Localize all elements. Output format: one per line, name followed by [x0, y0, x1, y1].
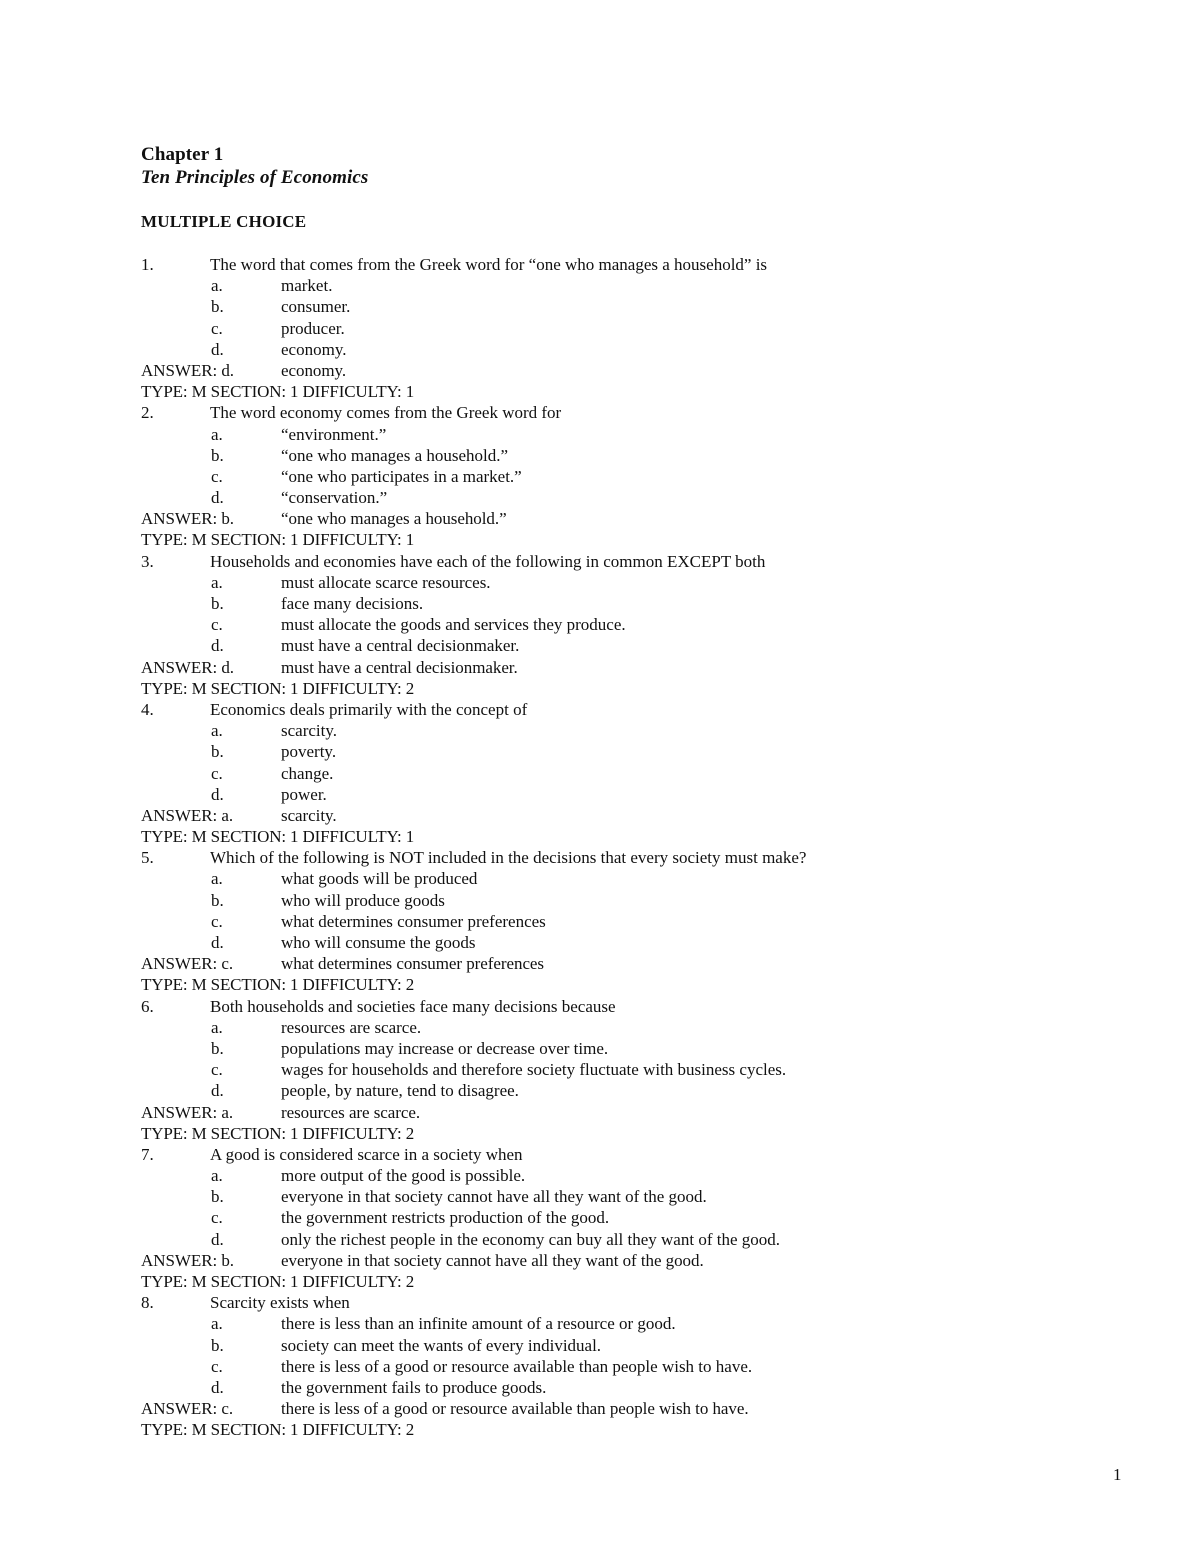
answer-line — [0, 1250, 1200, 1271]
question-block — [0, 1292, 1200, 1440]
option-letter: d. — [211, 784, 224, 804]
question-list — [0, 254, 1200, 1441]
answer-option[interactable] — [0, 339, 1200, 360]
option-letter: b. — [211, 445, 224, 465]
option-text: “one who manages a household.” — [281, 445, 509, 465]
document-header — [141, 143, 901, 190]
option-letter: d. — [211, 488, 224, 508]
option-text: consumer. — [281, 297, 351, 317]
question-block — [0, 254, 1200, 402]
question-text: Economics deals primarily with the concept of — [210, 699, 528, 719]
answer-line — [0, 805, 1200, 826]
question-text: A good is considered scarce in a society when — [210, 1144, 523, 1164]
option-text: must allocate the goods and services they produce. — [281, 615, 626, 635]
chapter-title: Chapter 1 — [141, 144, 224, 165]
answer-option[interactable] — [0, 572, 1200, 593]
answer-label: ANSWER: a. — [141, 805, 234, 825]
option-text: the government fails to produce goods. — [281, 1377, 547, 1397]
question-text: The word economy comes from the Greek word for — [210, 403, 562, 423]
option-text: there is less than an infinite amount of a resource or good. — [281, 1314, 676, 1334]
answer-option[interactable] — [0, 1207, 1200, 1228]
question-metadata-line — [0, 529, 1200, 550]
answer-option[interactable] — [0, 1038, 1200, 1059]
question-text: Scarcity exists when — [210, 1293, 350, 1313]
question-metadata-line — [0, 1419, 1200, 1440]
answer-text: economy. — [281, 360, 347, 380]
answer-option[interactable] — [0, 1059, 1200, 1080]
option-text: everyone in that society cannot have all they want of the good. — [281, 1187, 707, 1207]
question-metadata-line — [0, 381, 1200, 402]
question-block — [0, 699, 1200, 847]
question-metadata: TYPE: M SECTION: 1 DIFFICULTY: 2 — [141, 1123, 415, 1143]
option-letter: a. — [211, 276, 223, 296]
answer-text: scarcity. — [281, 805, 337, 825]
answer-option[interactable] — [0, 890, 1200, 911]
option-text: populations may increase or decrease over time. — [281, 1038, 609, 1058]
question-stem-line — [0, 1292, 1200, 1313]
answer-option[interactable] — [0, 466, 1200, 487]
question-number: 6. — [141, 996, 154, 1016]
section-heading: MULTIPLE CHOICE — [141, 212, 307, 231]
option-text: people, by nature, tend to disagree. — [281, 1081, 519, 1101]
option-letter: c. — [211, 911, 223, 931]
option-text: power. — [281, 784, 327, 804]
answer-label: ANSWER: c. — [141, 1399, 234, 1419]
question-block — [0, 402, 1200, 550]
option-text: producer. — [281, 318, 345, 338]
question-metadata: TYPE: M SECTION: 1 DIFFICULTY: 2 — [141, 1420, 415, 1440]
option-letter: d. — [211, 636, 224, 656]
page-number: 1 — [1113, 1465, 1122, 1484]
question-metadata: TYPE: M SECTION: 1 DIFFICULTY: 2 — [141, 975, 415, 995]
question-text: Which of the following is NOT included in the decisions that every society must make? — [210, 848, 807, 868]
option-letter: b. — [211, 742, 224, 762]
answer-option[interactable] — [0, 911, 1200, 932]
answer-text: what determines consumer preferences — [281, 954, 544, 974]
option-text: “conservation.” — [281, 488, 388, 508]
option-letter: c. — [211, 318, 223, 338]
answer-option[interactable] — [0, 614, 1200, 635]
option-letter: d. — [211, 339, 224, 359]
question-metadata: TYPE: M SECTION: 1 DIFFICULTY: 2 — [141, 1272, 415, 1291]
answer-text: resources are scarce. — [281, 1102, 421, 1122]
answer-option[interactable] — [0, 1080, 1200, 1101]
question-number: 8. — [141, 1293, 154, 1313]
question-number: 5. — [141, 848, 154, 868]
answer-option[interactable] — [0, 296, 1200, 317]
question-metadata-line — [0, 1271, 1200, 1292]
answer-option[interactable] — [0, 932, 1200, 953]
option-text: resources are scarce. — [281, 1017, 422, 1037]
option-letter: b. — [211, 297, 224, 317]
option-text: “environment.” — [281, 424, 387, 444]
option-letter: a. — [211, 424, 223, 444]
question-text: The word that comes from the Greek word for “one who manages a household” is — [210, 255, 768, 274]
option-text: scarcity. — [281, 721, 338, 741]
question-text: Both households and societies face many decisions because — [210, 996, 616, 1016]
option-text: society can meet the wants of every individual. — [281, 1335, 602, 1355]
answer-option[interactable] — [0, 1377, 1200, 1398]
answer-line — [0, 508, 1200, 529]
option-text: market. — [281, 276, 333, 296]
question-text: Households and economies have each of the following in common EXCEPT both — [210, 551, 766, 571]
answer-option[interactable] — [0, 1165, 1200, 1186]
option-letter: c. — [211, 1356, 223, 1376]
answer-text: “one who manages a household.” — [281, 509, 507, 529]
answer-option[interactable] — [0, 1356, 1200, 1377]
question-number: 3. — [141, 551, 154, 571]
answer-option[interactable] — [0, 318, 1200, 339]
answer-option[interactable] — [0, 1229, 1200, 1250]
option-letter: c. — [211, 615, 223, 635]
option-letter: b. — [211, 1335, 224, 1355]
question-block — [0, 551, 1200, 699]
question-block — [0, 847, 1200, 995]
question-metadata: TYPE: M SECTION: 1 DIFFICULTY: 1 — [141, 382, 415, 402]
answer-text: there is less of a good or resource available than people wish to have. — [281, 1399, 749, 1419]
option-letter: c. — [211, 763, 223, 783]
answer-option[interactable] — [0, 741, 1200, 762]
answer-label: ANSWER: a. — [141, 1102, 234, 1122]
question-metadata-line — [0, 974, 1200, 995]
option-text: only the richest people in the economy can buy all they want of the good. — [281, 1229, 781, 1249]
answer-option[interactable] — [0, 275, 1200, 296]
question-metadata-line — [0, 826, 1200, 847]
answer-label: ANSWER: b. — [141, 509, 235, 529]
answer-label: ANSWER: d. — [141, 360, 235, 380]
answer-option[interactable] — [0, 763, 1200, 784]
question-block — [0, 996, 1200, 1144]
option-letter: d. — [211, 933, 224, 952]
answer-line — [0, 657, 1200, 678]
chapter-subtitle: Ten Principles of Economics — [141, 167, 369, 188]
question-stem-line — [0, 254, 1200, 275]
option-letter: c. — [211, 466, 223, 486]
option-letter: c. — [211, 1060, 223, 1080]
answer-text: everyone in that society cannot have all they want of the good. — [281, 1250, 704, 1270]
option-letter: a. — [211, 1017, 223, 1037]
answer-option[interactable] — [0, 593, 1200, 614]
option-letter: d. — [211, 1081, 224, 1101]
answer-option[interactable] — [0, 1186, 1200, 1207]
question-block — [0, 1144, 1200, 1292]
option-letter: a. — [211, 721, 223, 741]
option-letter: a. — [211, 1314, 223, 1334]
option-text: who will consume the goods — [281, 933, 476, 952]
option-text: more output of the good is possible. — [281, 1166, 526, 1186]
option-text: there is less of a good or resource available than people wish to have. — [281, 1356, 753, 1376]
question-stem-line — [0, 551, 1200, 572]
option-letter: a. — [211, 572, 223, 592]
answer-option[interactable] — [0, 1335, 1200, 1356]
question-number: 2. — [141, 403, 154, 423]
option-letter: b. — [211, 1038, 224, 1058]
option-text: what goods will be produced — [281, 869, 478, 889]
option-letter: c. — [211, 1208, 223, 1228]
option-letter: b. — [211, 890, 224, 910]
option-text: who will produce goods — [281, 890, 445, 910]
question-number: 7. — [141, 1144, 154, 1164]
answer-option[interactable] — [0, 720, 1200, 741]
question-number: 1. — [141, 255, 154, 274]
answer-label: ANSWER: b. — [141, 1250, 235, 1270]
answer-option[interactable] — [0, 868, 1200, 889]
option-letter: d. — [211, 1377, 224, 1397]
answer-option[interactable] — [0, 635, 1200, 656]
question-metadata: TYPE: M SECTION: 1 DIFFICULTY: 1 — [141, 530, 415, 550]
option-letter: b. — [211, 594, 224, 613]
answer-option[interactable] — [0, 784, 1200, 805]
answer-label: ANSWER: d. — [141, 657, 235, 677]
option-text: wages for households and therefore society fluctuate with business cycles. — [281, 1060, 787, 1080]
question-stem-line — [0, 996, 1200, 1017]
question-stem-line — [0, 847, 1200, 868]
question-metadata: TYPE: M SECTION: 1 DIFFICULTY: 2 — [141, 678, 415, 698]
answer-label: ANSWER: c. — [141, 954, 234, 974]
question-metadata: TYPE: M SECTION: 1 DIFFICULTY: 1 — [141, 827, 415, 847]
question-stem-line — [0, 699, 1200, 720]
answer-line — [0, 1102, 1200, 1123]
answer-text: must have a central decisionmaker. — [281, 657, 518, 677]
option-text: what determines consumer preferences — [281, 911, 546, 931]
option-text: change. — [281, 763, 334, 783]
option-letter: a. — [211, 1166, 223, 1186]
answer-option[interactable] — [0, 1313, 1200, 1334]
answer-line — [0, 1398, 1200, 1419]
option-text: “one who participates in a market.” — [281, 466, 522, 486]
question-number: 4. — [141, 699, 154, 719]
option-text: must have a central decisionmaker. — [281, 636, 520, 656]
option-letter: a. — [211, 869, 223, 889]
answer-line — [0, 953, 1200, 974]
question-stem-line — [0, 1144, 1200, 1165]
answer-option[interactable] — [0, 424, 1200, 445]
answer-option[interactable] — [0, 487, 1200, 508]
answer-line — [0, 360, 1200, 381]
question-metadata-line — [0, 678, 1200, 699]
answer-option[interactable] — [0, 445, 1200, 466]
question-metadata-line — [0, 1123, 1200, 1144]
option-text: poverty. — [281, 742, 337, 762]
option-text: economy. — [281, 339, 347, 359]
question-stem-line — [0, 402, 1200, 423]
option-text: must allocate scarce resources. — [281, 572, 491, 592]
option-text: face many decisions. — [281, 594, 424, 613]
option-letter: b. — [211, 1187, 224, 1207]
answer-option[interactable] — [0, 1017, 1200, 1038]
option-text: the government restricts production of the good. — [281, 1208, 610, 1228]
option-letter: d. — [211, 1229, 224, 1249]
